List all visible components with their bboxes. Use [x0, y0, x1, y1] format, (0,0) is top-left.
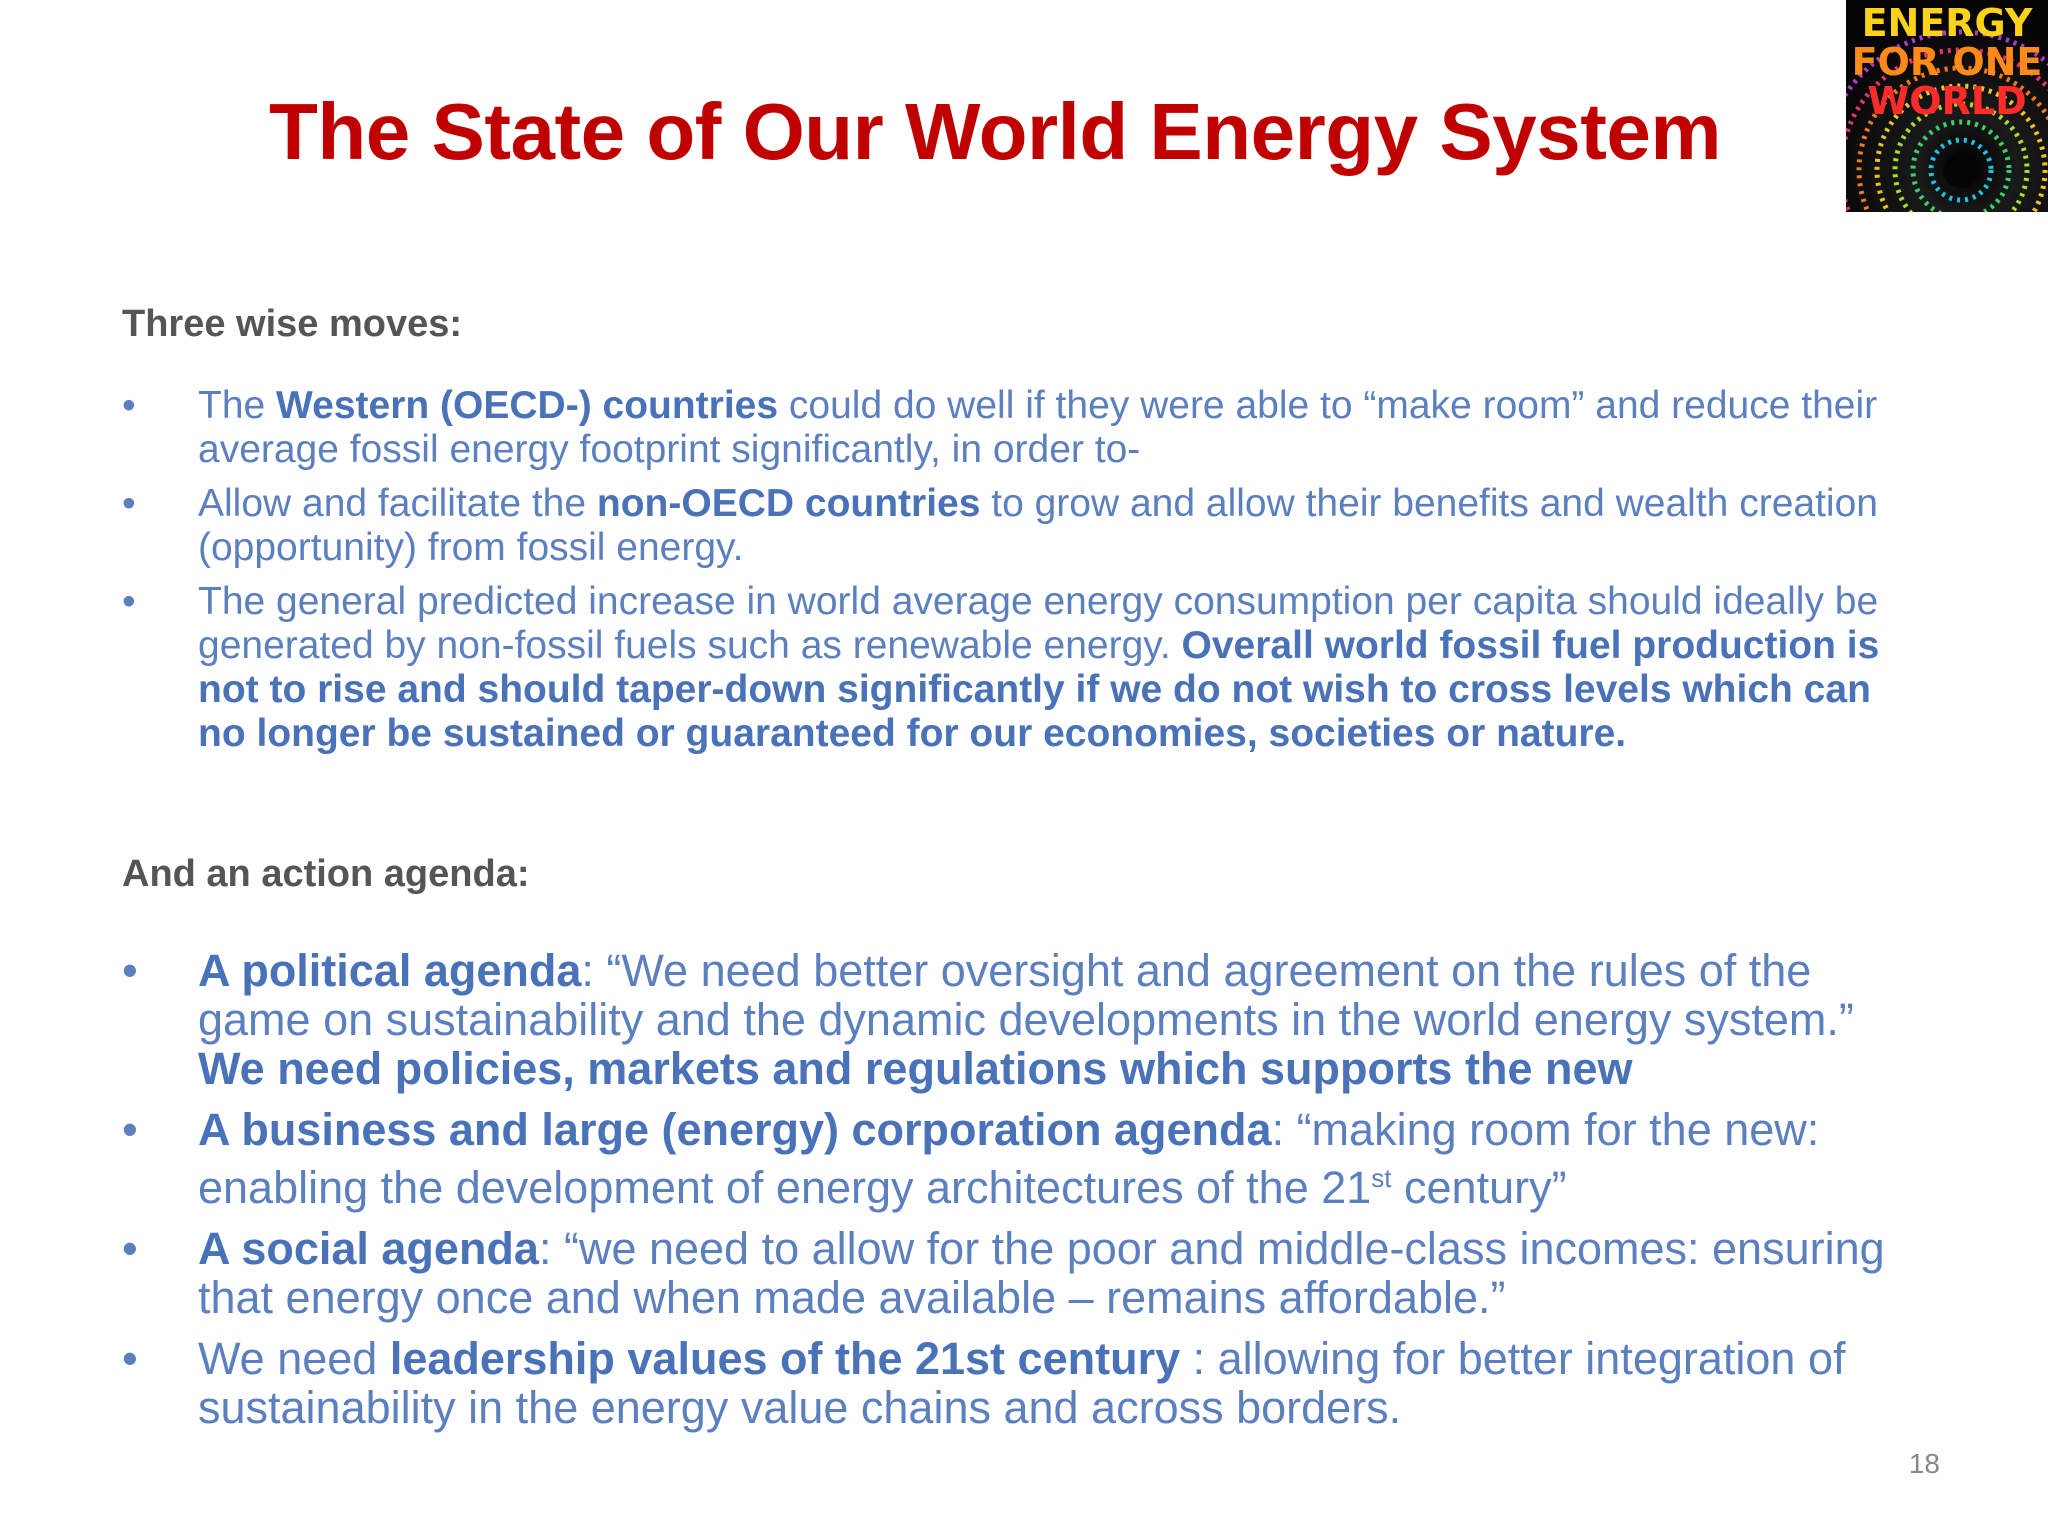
logo-text-line2: FOR ONE — [1851, 40, 2043, 84]
list-item — [122, 482, 1912, 570]
item-text: : “we need to allow for the poor and middle-class incomes: ensuring that energy once and when made available – remains affordable.” — [198, 1223, 1885, 1323]
section-heading-wise-moves: Three wise moves: — [122, 303, 463, 345]
item-emphasis: A business and large (energy) corporation agenda — [198, 1104, 1272, 1155]
slide-title: The State of Our World Energy System — [269, 87, 1721, 176]
item-emphasis: We need policies, markets and regulations which supports the new — [198, 1043, 1633, 1094]
bullet-icon: • — [122, 1223, 138, 1274]
item-text: to grow and allow their benefits and wealth creation (opportunity) from fossil energy. — [198, 482, 1878, 569]
wise-moves-list — [122, 384, 1912, 766]
item-text: could do well if they were able to “make room” and reduce their average fossil energy footprint significantly, in order to- — [198, 384, 1878, 471]
list-item — [122, 1224, 1912, 1322]
action-agenda-list — [122, 946, 1912, 1444]
bullet-icon: • — [122, 1333, 138, 1384]
logo-text-line1: ENERGY — [1861, 1, 2033, 45]
ordinal-superscript: st — [1371, 1163, 1392, 1193]
item-emphasis: Overall world fossil fuel production is not to rise and should taper-down significantly if we do not wish to cross levels which can no longer be sustained or guaranteed for our economies, societies or nature. — [198, 624, 1880, 755]
item-text: We need — [198, 1333, 390, 1384]
item-emphasis: non-OECD countries — [596, 482, 981, 525]
bullet-icon: • — [122, 482, 136, 525]
bullet-icon: • — [122, 384, 136, 427]
list-item — [122, 384, 1912, 472]
item-emphasis: leadership values of the 21st century — [389, 1333, 1181, 1384]
item-text: : “making room for the new: enabling the development of energy architectures of the 21 — [198, 1104, 1820, 1213]
list-item — [122, 1105, 1912, 1212]
item-text: The — [198, 384, 277, 427]
page-number: 18 — [1908, 1448, 1940, 1479]
logo-text-line3: WORLD — [1867, 79, 2027, 123]
item-text: : “We need better oversight and agreement on the rules of the game on sustainability and the dynamic developments in the world energy system.” — [198, 945, 1854, 1045]
bullet-icon: • — [122, 1104, 138, 1155]
list-item — [122, 1334, 1912, 1432]
bullet-icon: • — [122, 945, 138, 996]
item-emphasis: A social agenda — [198, 1223, 539, 1274]
item-text: Allow and facilitate the — [198, 482, 597, 525]
item-emphasis: Western (OECD-) countries — [276, 384, 779, 427]
energy-for-one-world-logo — [1846, 0, 2048, 212]
item-text: : allowing for better integration of sustainability in the energy value chains and across borders. — [198, 1333, 1846, 1433]
list-item — [122, 580, 1912, 756]
item-text: The general predicted increase in world average energy consumption per capita should ideally be generated by non-fossil fuels such as renewable energy. — [198, 580, 1879, 667]
section-heading-action-agenda: And an action agenda: — [122, 853, 530, 895]
item-emphasis: A political agenda — [198, 945, 582, 996]
bullet-icon: • — [122, 580, 136, 623]
list-item — [122, 946, 1912, 1093]
item-text: century” — [1391, 1162, 1567, 1213]
